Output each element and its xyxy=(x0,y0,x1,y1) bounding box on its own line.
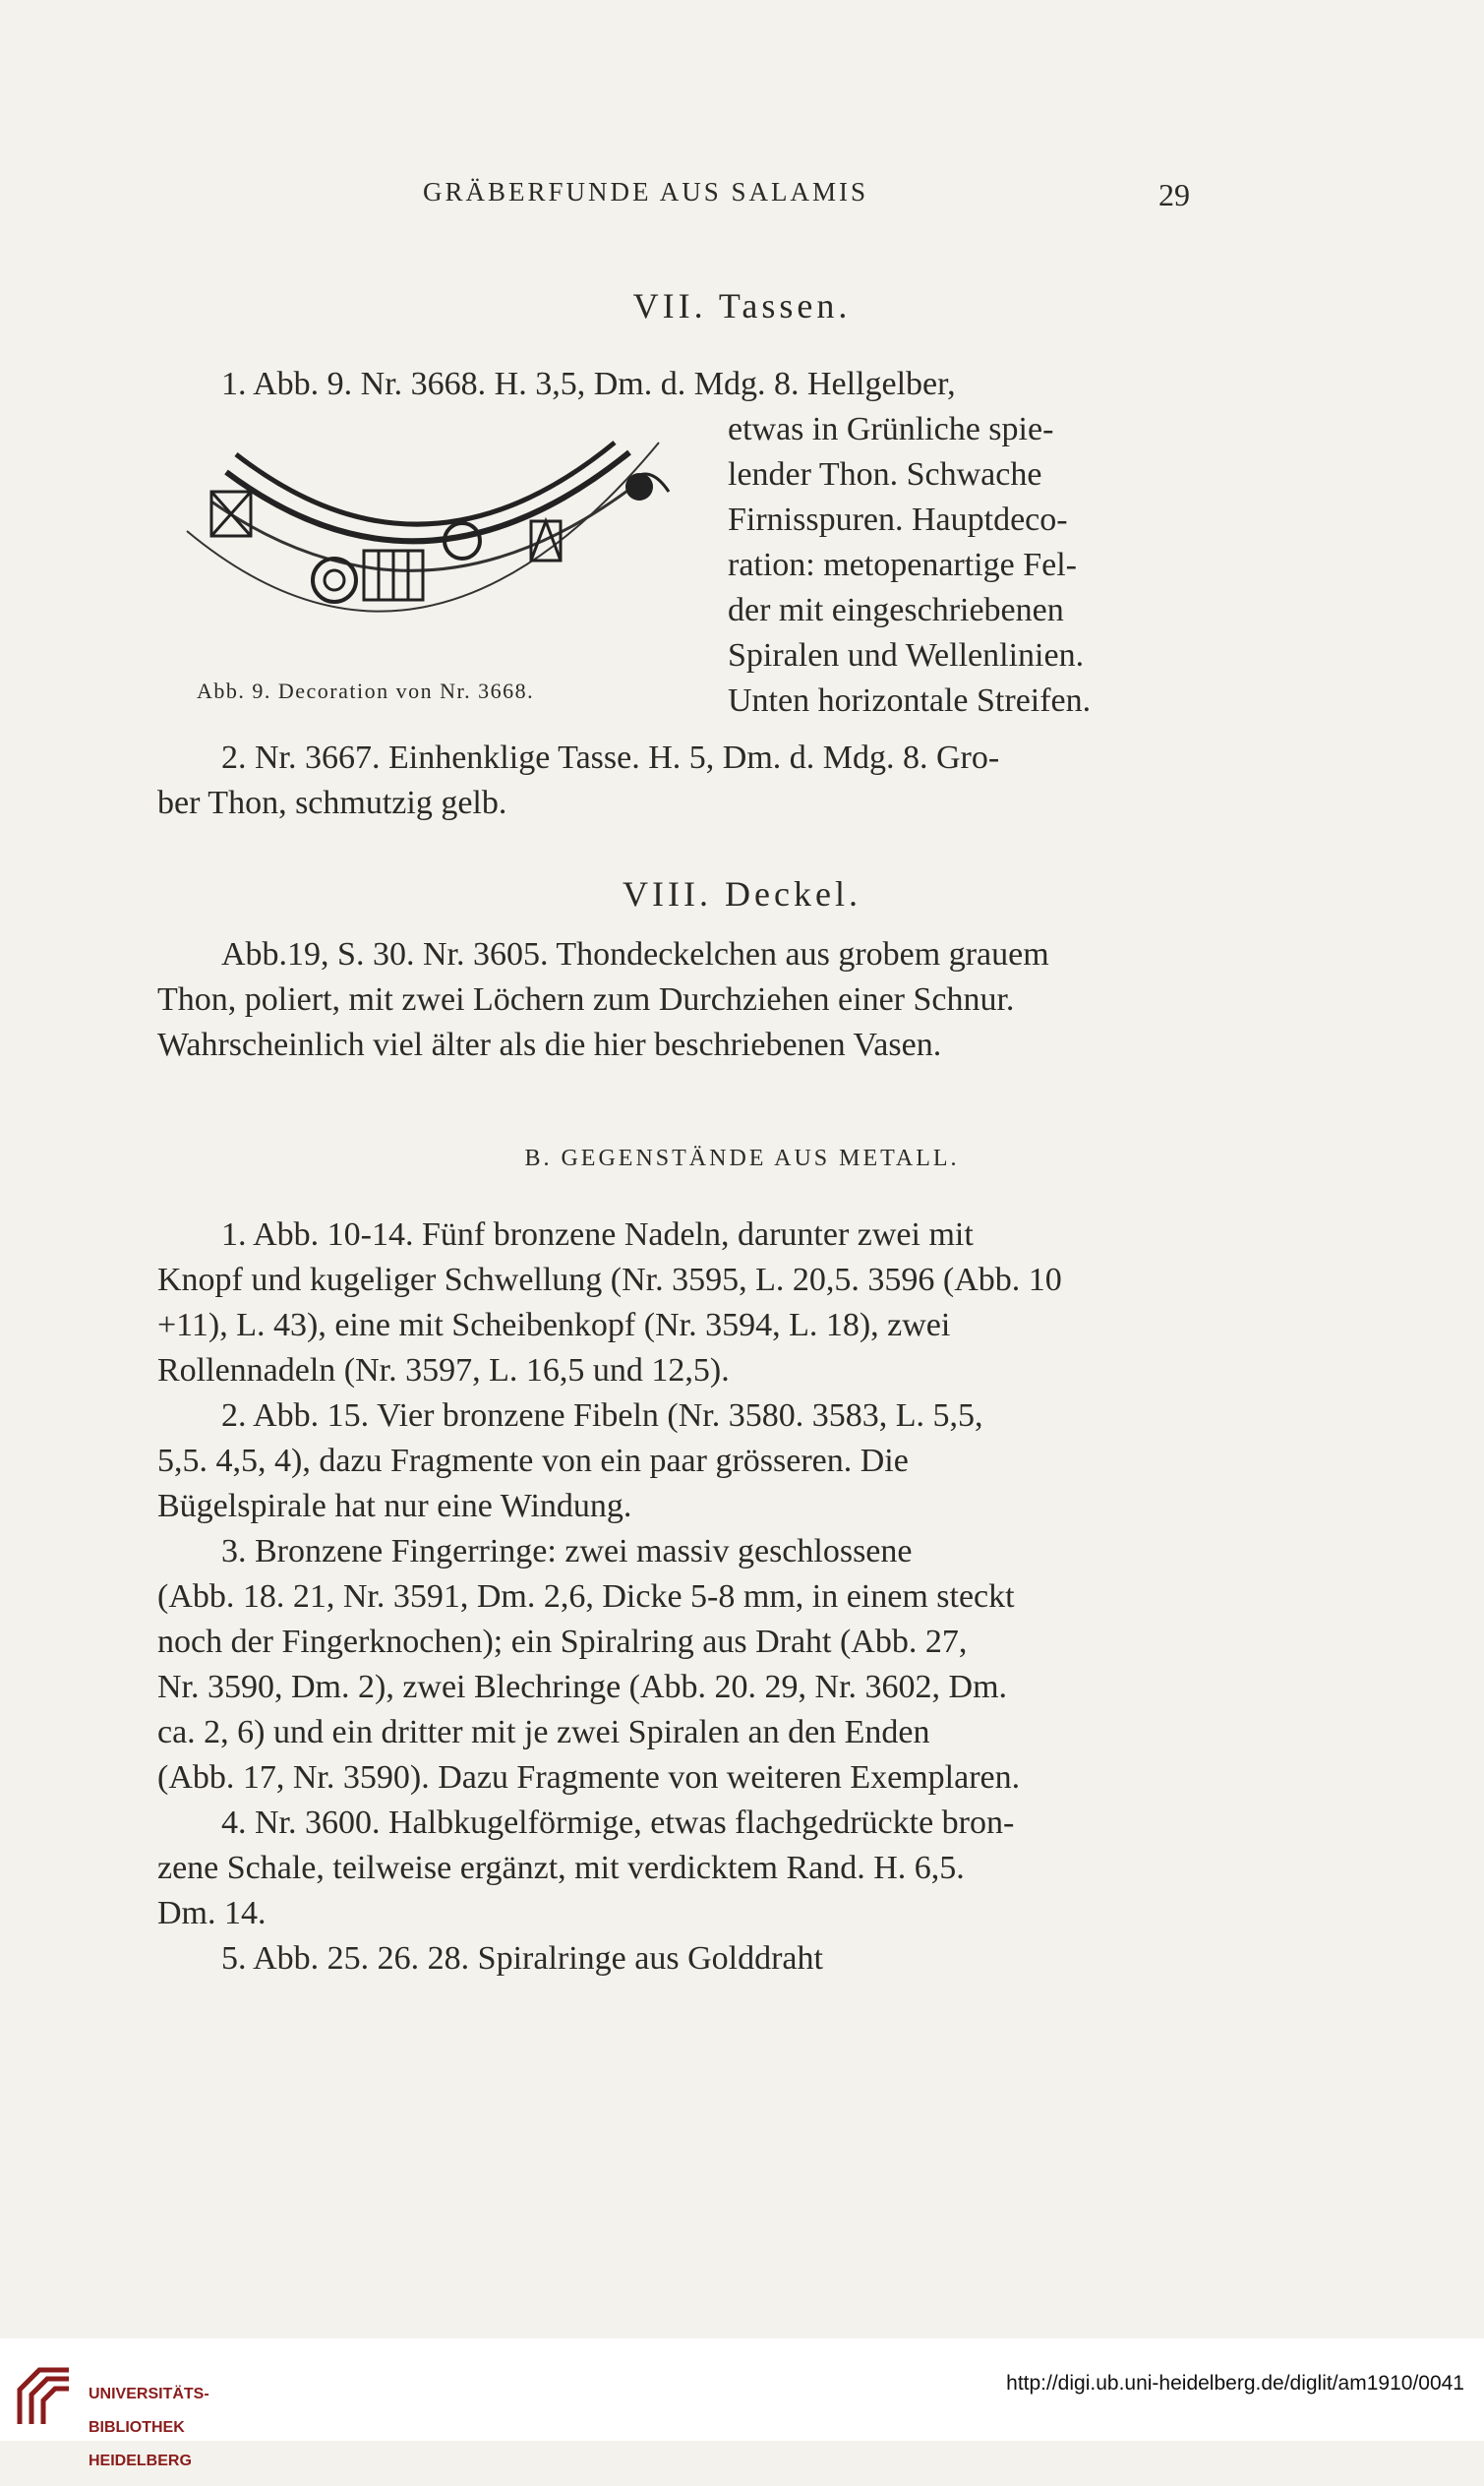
deckel-line: Wahrscheinlich viel älter als die hier beschriebenen Vasen. xyxy=(157,1027,942,1063)
metall-line: 1. Abb. 10-14. Fünf bronzene Nadeln, darunter zwei mit xyxy=(221,1216,974,1253)
item-1-line: der mit eingeschriebenen xyxy=(728,592,1064,628)
library-name-line: HEIDELBERG xyxy=(89,2453,192,2469)
metall-line: Bügelspirale hat nur eine Windung. xyxy=(157,1488,632,1524)
metall-line: 4. Nr. 3600. Halbkugelförmige, etwas flachgedrückte bron- xyxy=(221,1805,1015,1841)
library-name xyxy=(89,2370,209,2486)
deckel-paragraph xyxy=(157,932,1195,1068)
metall-line: +11), L. 43), eine mit Scheibenkopf (Nr. 3594, L. 18), zwei xyxy=(157,1307,951,1343)
running-title: GRÄBERFUNDE AUS SALAMIS xyxy=(423,177,869,207)
item-1-line: Spiralen und Wellenlinien. xyxy=(728,637,1085,674)
vessel-decoration-figure xyxy=(167,413,679,669)
figure-caption: Abb. 9. Decoration von Nr. 3668. xyxy=(197,679,535,703)
metall-line: noch der Fingerknochen); ein Spiralring aus Draht (Abb. 27, xyxy=(157,1624,968,1660)
item-1-line: Unten horizontale Streifen. xyxy=(728,682,1092,719)
source-url[interactable]: http://digi.ub.uni-heidelberg.de/diglit/am1910/0041 xyxy=(1006,2372,1464,2395)
item-1-line: ration: metopenartige Fel- xyxy=(728,547,1077,583)
metall-line: Dm. 14. xyxy=(157,1895,267,1931)
section-title-metall: B. GEGENSTÄNDE AUS METALL. xyxy=(524,1146,960,1171)
metall-line: (Abb. 17, Nr. 3590). Dazu Fragmente von weiteren Exemplaren. xyxy=(157,1759,1021,1796)
deckel-line: Abb.19, S. 30. Nr. 3605. Thondeckelchen aus grobem grauem xyxy=(221,936,1049,973)
library-logo-icon xyxy=(10,2365,79,2434)
section-title-deckel: VIII. Deckel. xyxy=(623,874,861,914)
deckel-line: Thon, poliert, mit zwei Löchern zum Durchziehen einer Schnur. xyxy=(157,981,1015,1018)
section-title-tassen: VII. Tassen. xyxy=(632,286,852,326)
metall-line: zene Schale, teilweise ergänzt, mit verdicktem Rand. H. 6,5. xyxy=(157,1850,965,1886)
item-1-line: Firnisspuren. Hauptdeco- xyxy=(728,502,1068,538)
page-number: 29 xyxy=(1158,177,1190,212)
item-1-first-line: 1. Abb. 9. Nr. 3668. H. 3,5, Dm. d. Mdg. 8. Hellgelber, xyxy=(221,366,956,402)
metall-line: 5. Abb. 25. 26. 28. Spiralringe aus Golddraht xyxy=(221,1940,823,1977)
metall-line: 5,5. 4,5, 4), dazu Fragmente von ein paar grösseren. Die xyxy=(157,1443,909,1479)
metall-line: (Abb. 18. 21, Nr. 3591, Dm. 2,6, Dicke 5-8 mm, in einem steckt xyxy=(157,1578,1015,1615)
metall-line: ca. 2, 6) und ein dritter mit je zwei Spiralen an den Enden xyxy=(157,1714,930,1750)
item-2-line-1: 2. Nr. 3667. Einhenklige Tasse. H. 5, Dm. d. Mdg. 8. Gro- xyxy=(221,740,1000,776)
metall-line: Nr. 3590, Dm. 2), zwei Blechringe (Abb. 20. 29, Nr. 3602, Dm. xyxy=(157,1669,1008,1705)
item-1-line: etwas in Grünliche spie- xyxy=(728,411,1054,447)
item-2-line-2: ber Thon, schmutzig gelb. xyxy=(157,785,507,821)
library-name-line: BIBLIOTHEK xyxy=(89,2419,185,2436)
metall-paragraph xyxy=(157,1213,1195,1982)
library-name-line: UNIVERSITÄTS- xyxy=(89,2386,209,2402)
item-1-line: lender Thon. Schwache xyxy=(728,456,1042,493)
metall-line: Rollennadeln (Nr. 3597, L. 16,5 und 12,5). xyxy=(157,1352,730,1389)
metall-line: 2. Abb. 15. Vier bronzene Fibeln (Nr. 3580. 3583, L. 5,5, xyxy=(221,1397,983,1434)
metall-line: 3. Bronzene Fingerringe: zwei massiv geschlossene xyxy=(221,1533,913,1569)
metall-line: Knopf und kugeliger Schwellung (Nr. 3595, L. 20,5. 3596 (Abb. 10 xyxy=(157,1262,1062,1298)
item-1-continuation xyxy=(728,407,1195,724)
